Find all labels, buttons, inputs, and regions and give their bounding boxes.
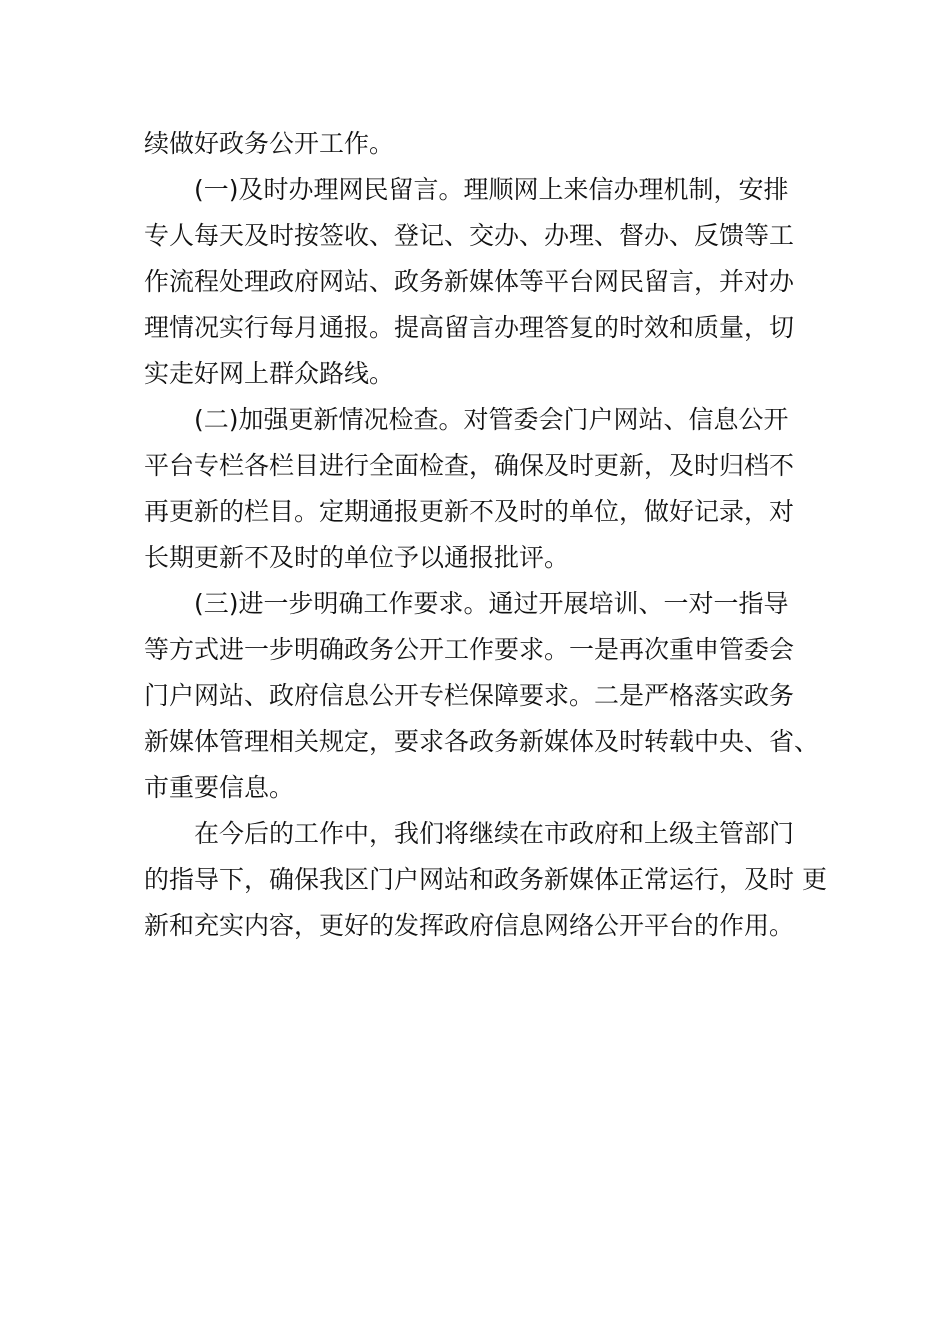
- text-line: 门户网站、政府信息公开专栏保障要求。二是严格落实政务: [144, 681, 795, 710]
- paragraph-continuation: [144, 121, 834, 167]
- text-line: 续做好政务公开工作。: [144, 129, 395, 158]
- text-line: 新媒体管理相关规定，要求各政务新媒体及时转载中央、省、: [144, 727, 820, 756]
- text-line: 新和充实内容，更好的发挥政府信息网络公开平台的作用。: [144, 911, 795, 940]
- text-line: 实走好网上群众路线。: [144, 359, 395, 388]
- text-line: (一)及时办理网民留言。理顺网上来信办理机制，安排: [194, 175, 789, 204]
- text-line: 平台专栏各栏目进行全面检查，确保及时更新，及时归档不: [144, 451, 795, 480]
- text-line: 长期更新不及时的单位予以通报批评。: [144, 543, 570, 572]
- text-line: (三)进一步明确工作要求。通过开展培训、一对一指导: [194, 589, 789, 618]
- text-line: 理情况实行每月通报。提高留言办理答复的时效和质量，切: [144, 313, 795, 342]
- text-line: 市重要信息。: [144, 773, 295, 802]
- text-line: 等方式进一步明确政务公开工作要求。一是再次重申管委会: [144, 635, 795, 664]
- text-line: 在今后的工作中，我们将继续在市政府和上级主管部门: [194, 819, 795, 848]
- paragraph-section-1: [144, 167, 834, 397]
- text-line: 作流程处理政府网站、政务新媒体等平台网民留言，并对办: [144, 267, 795, 296]
- text-line: 再更新的栏目。定期通报更新不及时的单位，做好记录，对: [144, 497, 795, 526]
- paragraph-section-2: [144, 397, 834, 581]
- text-line: 专人每天及时按签收、登记、交办、办理、督办、反馈等工: [144, 221, 795, 250]
- text-line: (二)加强更新情况检查。对管委会门户网站、信息公开: [194, 405, 789, 434]
- document-body: [144, 121, 834, 949]
- paragraph-section-3: [144, 581, 834, 811]
- text-line: 的指导下，确保我区门户网站和政务新媒体正常运行，及时 更: [144, 865, 827, 894]
- paragraph-conclusion: [144, 811, 834, 949]
